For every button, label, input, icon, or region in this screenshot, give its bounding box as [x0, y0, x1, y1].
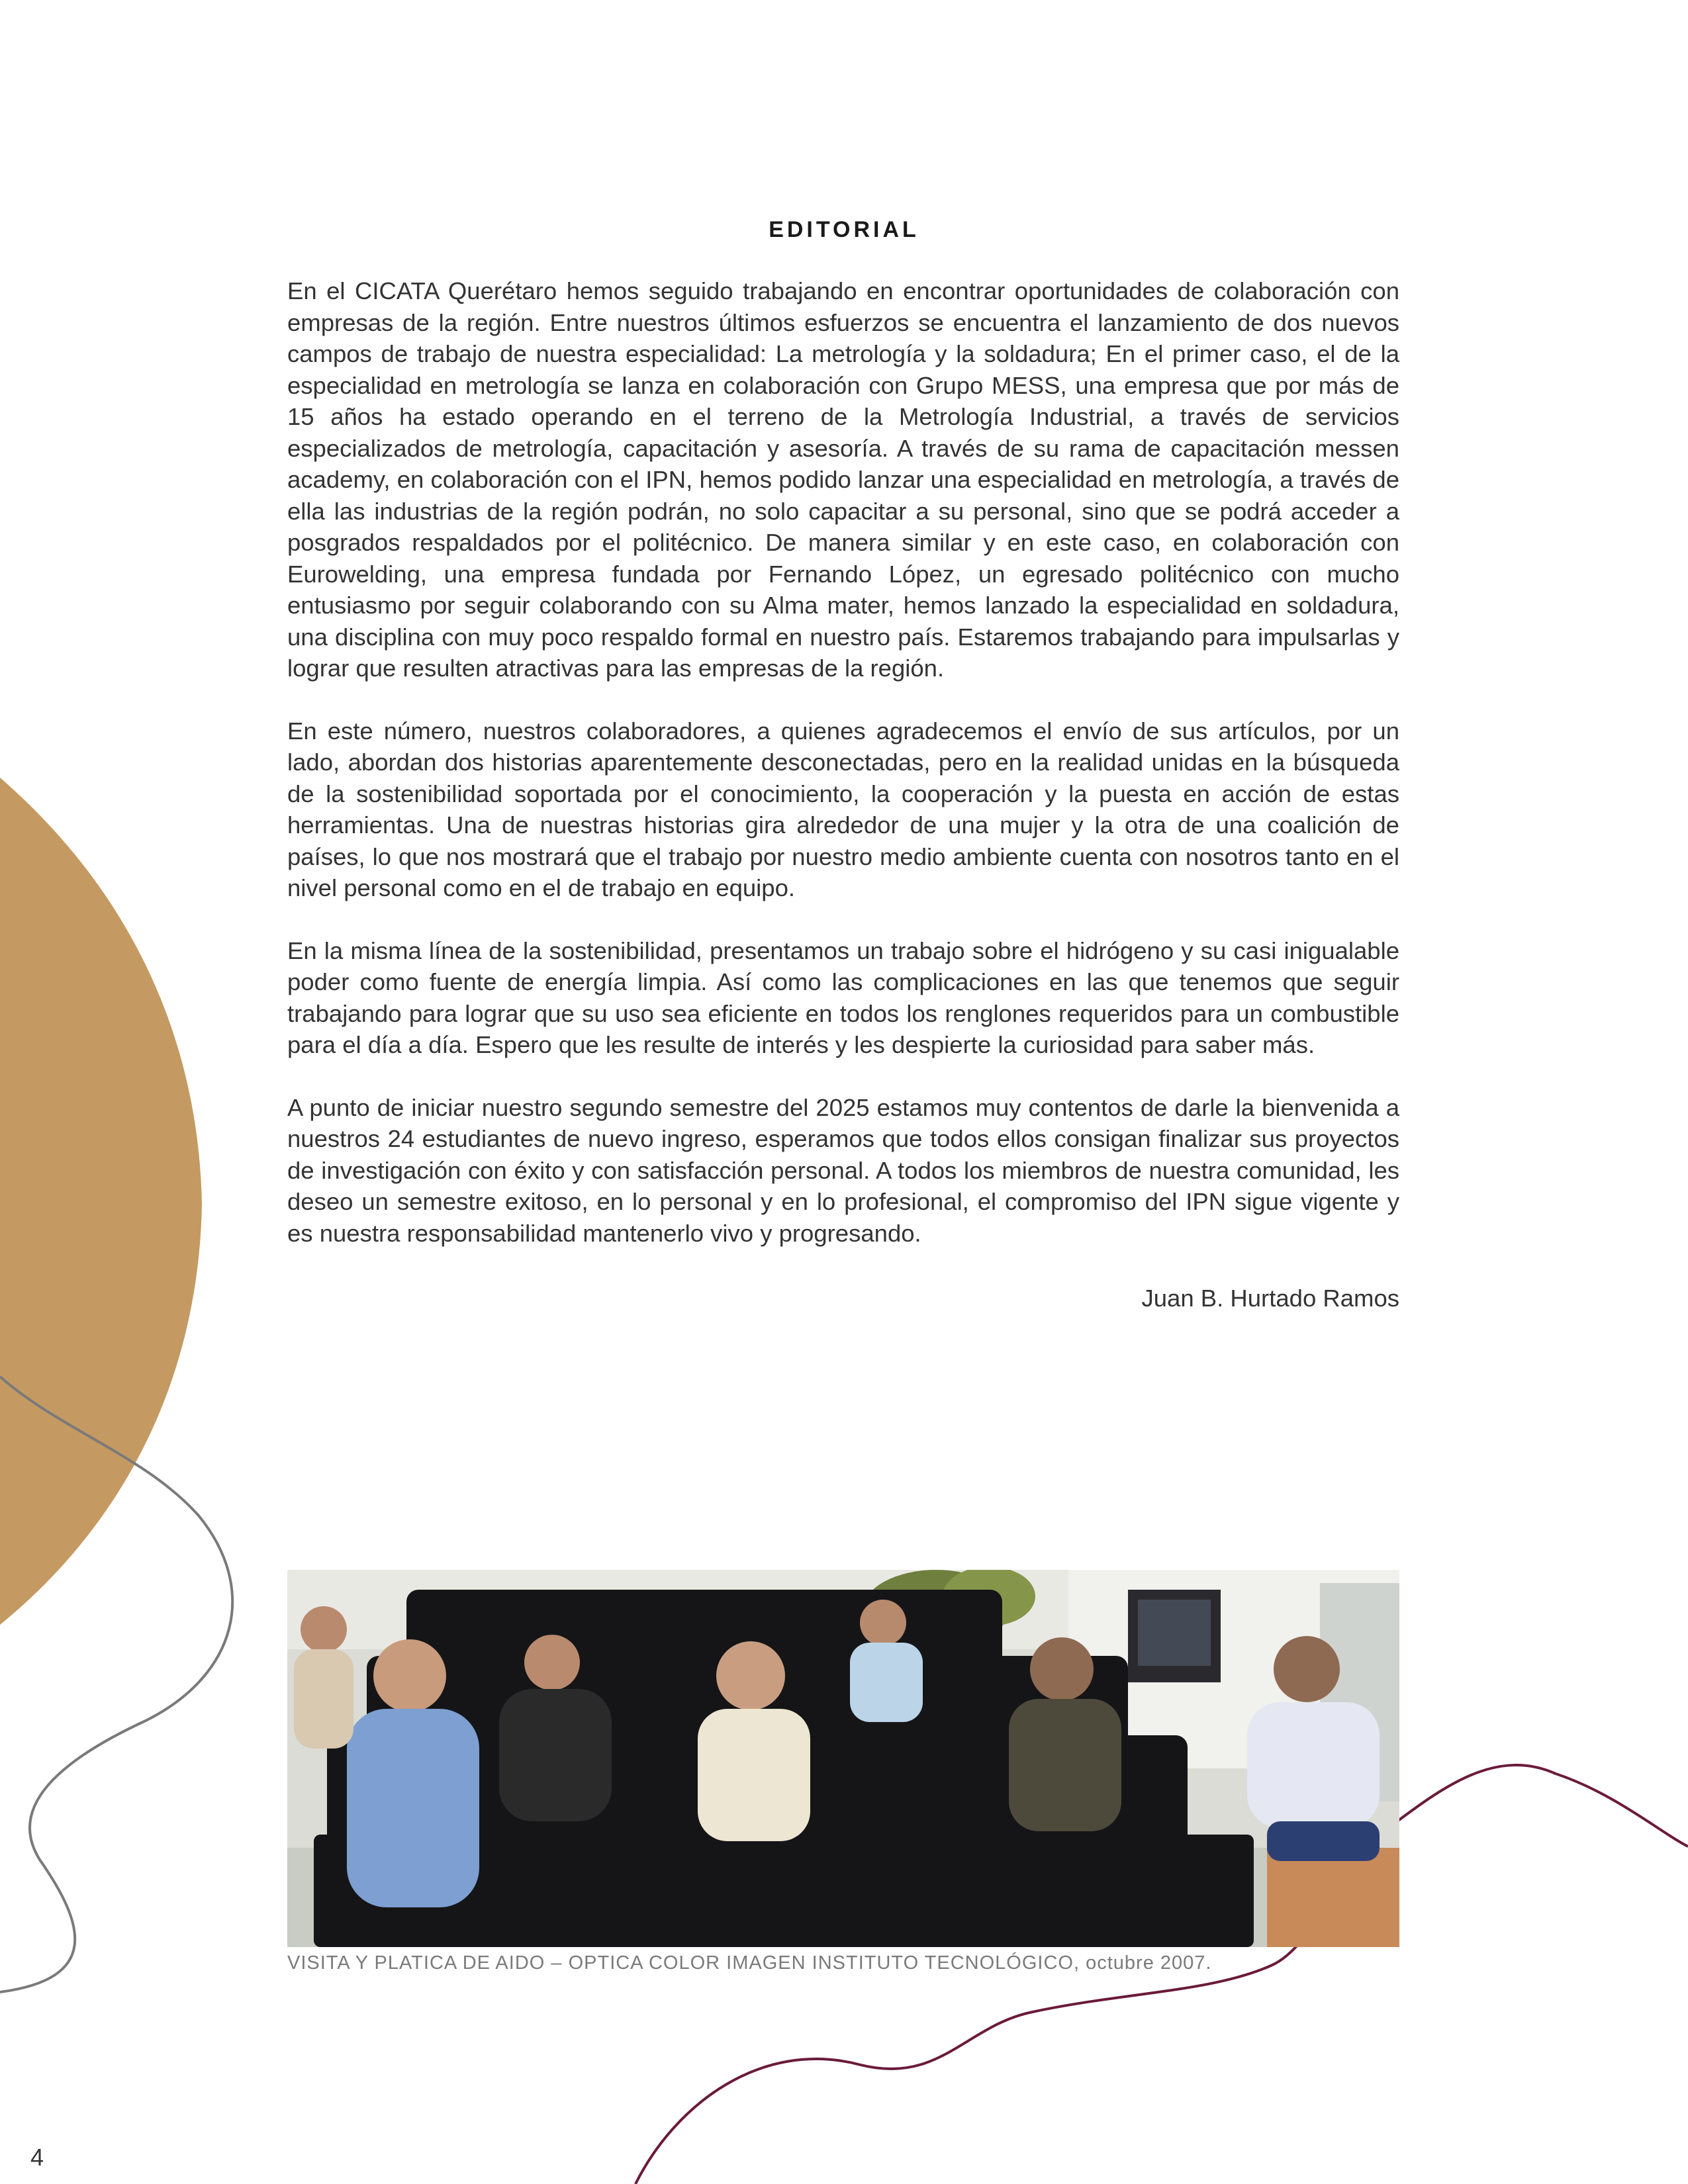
paragraph: A punto de iniciar nuestro segundo semestre del 2025 estamos muy contentos de darle la bienvenida a nuestros 24 estudiantes de nuevo ingreso, esperamos que todos ellos consigan finalizar sus proyectos de investigación con éxito y con satisfacción personal. A todos los miembros de nuestra comunidad, les deseo un semestre exitoso, en lo personal y en lo profesional, el compromiso del IPN sigue vigente y es nuestra responsabilidad mantenerlo vivo y progresando.	[287, 1093, 1399, 1247]
page-number: 4	[30, 2144, 44, 2171]
article-body	[287, 275, 1399, 1280]
paragraph: En este número, nuestros colaboradores, a quienes agradecemos el envío de sus artículos, por un lado, abordan dos historias aparentemente desconectadas, pero en la realidad unidas en la búsqueda de la sostenibilidad soportada por el conocimiento, la cooperación y la puesta en acción de estas herramientas. Una de nuestras historias gira alrededor de una mujer y la otra de una coalición de países, lo que nos mostrará que el trabajo por nuestro medio ambiente cuenta con nosotros tanto en el nivel personal como en el de trabajo en equipo.	[287, 717, 1399, 901]
page-title: EDITORIAL	[769, 217, 919, 242]
person-far-left	[294, 1606, 353, 1749]
author-signature: Juan B. Hurtado Ramos	[1141, 1285, 1399, 1312]
group-photo	[287, 1570, 1399, 1947]
paragraph: En la misma línea de la sostenibilidad, presentamos un trabajo sobre el hidrógeno y su casi inigualable poder como fuente de energía limpia. Así como las complicaciones en las que tenemos que seguir trabajando para lograr que su uso sea eficiente en todos los renglones requeridos para un combustible para el día a día. Espero que les resulte de interés y les despierte la curiosidad para saber más.	[287, 936, 1399, 1058]
photo-caption: VISITA Y PLATICA DE AIDO – OPTICA COLOR IMAGEN INSTITUTO TECNOLÓGICO, octubre 2007.	[287, 1952, 1212, 1974]
paragraph: En el CICATA Querétaro hemos seguido trabajando en encontrar oportunidades de colaboración con empresas de la región. Entre nuestros últimos esfuerzos se encuentra el lanzamiento de dos nuevos campos de trabajo de nuestra especialidad: La metrología y la soldadura; En el primer caso, el de la especialidad en metrología se lanza en colaboración con Grupo MESS, una empresa que por más de 15 años ha estado operando en el terreno de la Metrología Industrial, a través de servicios especializados de metrología, capacitación y asesoría. A través de su rama de capacitación messen academy, en colaboración con el IPN, hemos podido lanzar una especialidad en metrología, a través de ella las industrias de la región podrán, no solo capacitar a su personal, sino que se podrá acceder a posgrados respaldados por el politécnico. De manera similar y en este caso, en colaboración con Eurowelding, una empresa fundada por Fernando López, un egresado politécnico con mucho entusiasmo por seguir colaborando con su Alma mater, hemos lanzado la especialidad en soldadura, una disciplina con muy poco respaldo formal en nuestro país. Estaremos trabajando para impulsarlas y lograr que resulten atractivas para las empresas de la región.	[287, 277, 1399, 682]
gold-half-circle	[0, 778, 202, 1625]
